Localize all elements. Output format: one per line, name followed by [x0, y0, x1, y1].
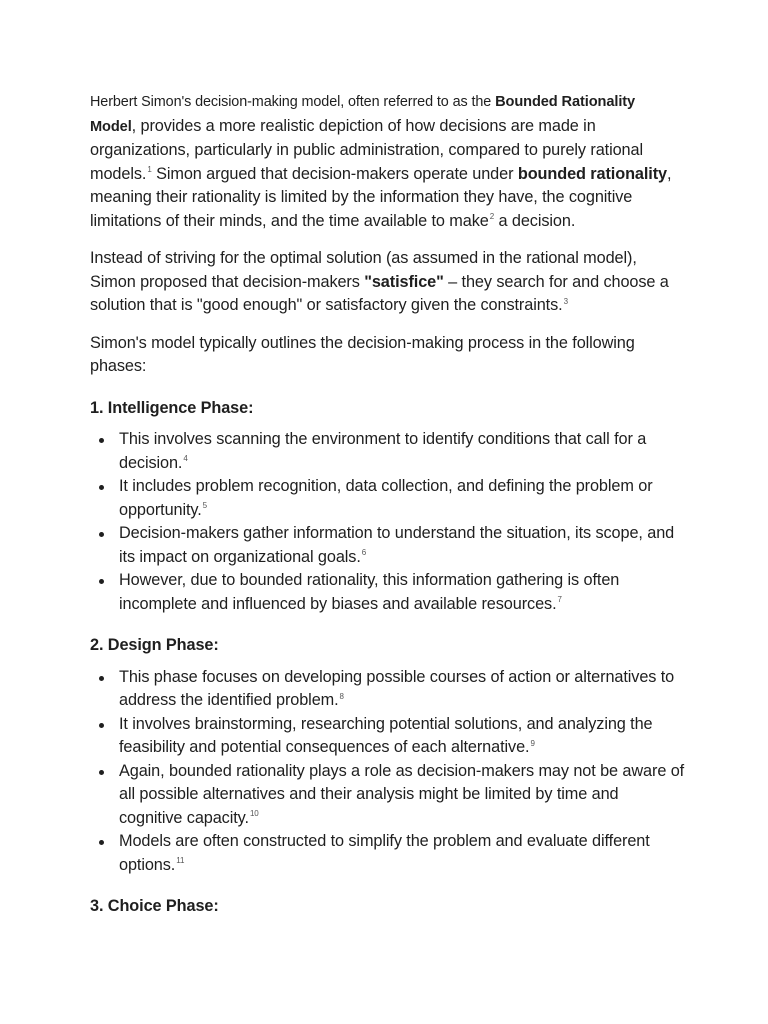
satisfice-paragraph [90, 247, 685, 318]
footnote-ref[interactable]: 5 [202, 501, 208, 511]
list-item [119, 666, 685, 713]
footnote-ref[interactable]: 11 [176, 856, 185, 866]
list-item-text: Decision-makers gather information to understand the situation, its scope, and its impact on organizational goals. [119, 524, 675, 566]
list-item [119, 428, 685, 475]
intro-text-4: , meaning their rationality is limited by the information they have, the cognitive limitations of their minds, and the time available to make [90, 164, 672, 230]
intro-text-3: Simon argued that decision-makers operate under [151, 164, 518, 183]
list-item-text: This involves scanning the environment to identify conditions that call for a decision. [119, 430, 647, 472]
satisfice-text-2: – they search for and choose a solution that is "good enough" or satisfactory given the constraints. [90, 272, 669, 314]
footnote-ref[interactable]: 2 [489, 212, 495, 222]
list-item-text: Models are often constructed to simplify the problem and evaluate different options. [119, 832, 650, 874]
intro-bold-1: Bounded Rationality Model [90, 94, 636, 135]
phase1-heading: 1. Intelligence Phase: [90, 398, 254, 417]
phase1-list [90, 428, 685, 616]
phase2-heading: 2. Design Phase: [90, 636, 219, 654]
satisfice-text-1: Instead of striving for the optimal solution (as assumed in the rational model), Simon proposed that decision-makers [90, 249, 637, 291]
list-item [119, 830, 685, 877]
list-item [119, 760, 685, 831]
list-item-text: Again, bounded rationality plays a role as decision-makers may not be aware of all possible alternatives and their analysis might be limited by time and cognitive capacity. [119, 761, 685, 827]
document-body [90, 90, 685, 927]
phases-intro-paragraph: Simon's model typically outlines the decision-making process in the following phases: [90, 333, 635, 375]
footnote-ref[interactable]: 3 [563, 296, 568, 306]
list-item-text: It includes problem recognition, data collection, and defining the problem or opportunity. [119, 477, 653, 519]
footnote-ref[interactable]: 1 [147, 165, 152, 175]
list-item [119, 713, 685, 760]
phase2-list [90, 666, 685, 878]
footnote-ref[interactable]: 6 [361, 548, 367, 558]
intro-paragraph [90, 90, 685, 233]
list-item [119, 569, 685, 616]
satisfice-bold: "satisfice" [364, 272, 444, 291]
list-item [119, 522, 685, 569]
footnote-ref[interactable]: 7 [557, 595, 562, 605]
list-item-text: It involves brainstorming, researching potential solutions, and analyzing the feasibility and potential consequences of each alternative. [119, 714, 653, 756]
intro-text-5: a decision. [494, 211, 576, 230]
footnote-ref[interactable]: 9 [530, 738, 535, 748]
intro-bold-2: bounded rationality [517, 164, 667, 183]
intro-text-2: , provides a more realistic depiction of how decisions are made in organizations, particularly in public administration, compared to purely rational models. [90, 116, 643, 183]
intro-text-1: Herbert Simon's decision-making model, often referred to as the [90, 94, 496, 110]
list-item-text: However, due to bounded rationality, this information gathering is often incomplete and influenced by biases and available resources. [119, 571, 620, 613]
phase3-heading: 3. Choice Phase: [90, 897, 219, 915]
footnote-ref[interactable]: 8 [339, 691, 344, 701]
footnote-ref[interactable]: 4 [183, 454, 188, 464]
list-item [119, 475, 685, 522]
list-item-text: This phase focuses on developing possible courses of action or alternatives to address the identified problem. [119, 667, 675, 709]
footnote-ref[interactable]: 10 [249, 809, 259, 819]
